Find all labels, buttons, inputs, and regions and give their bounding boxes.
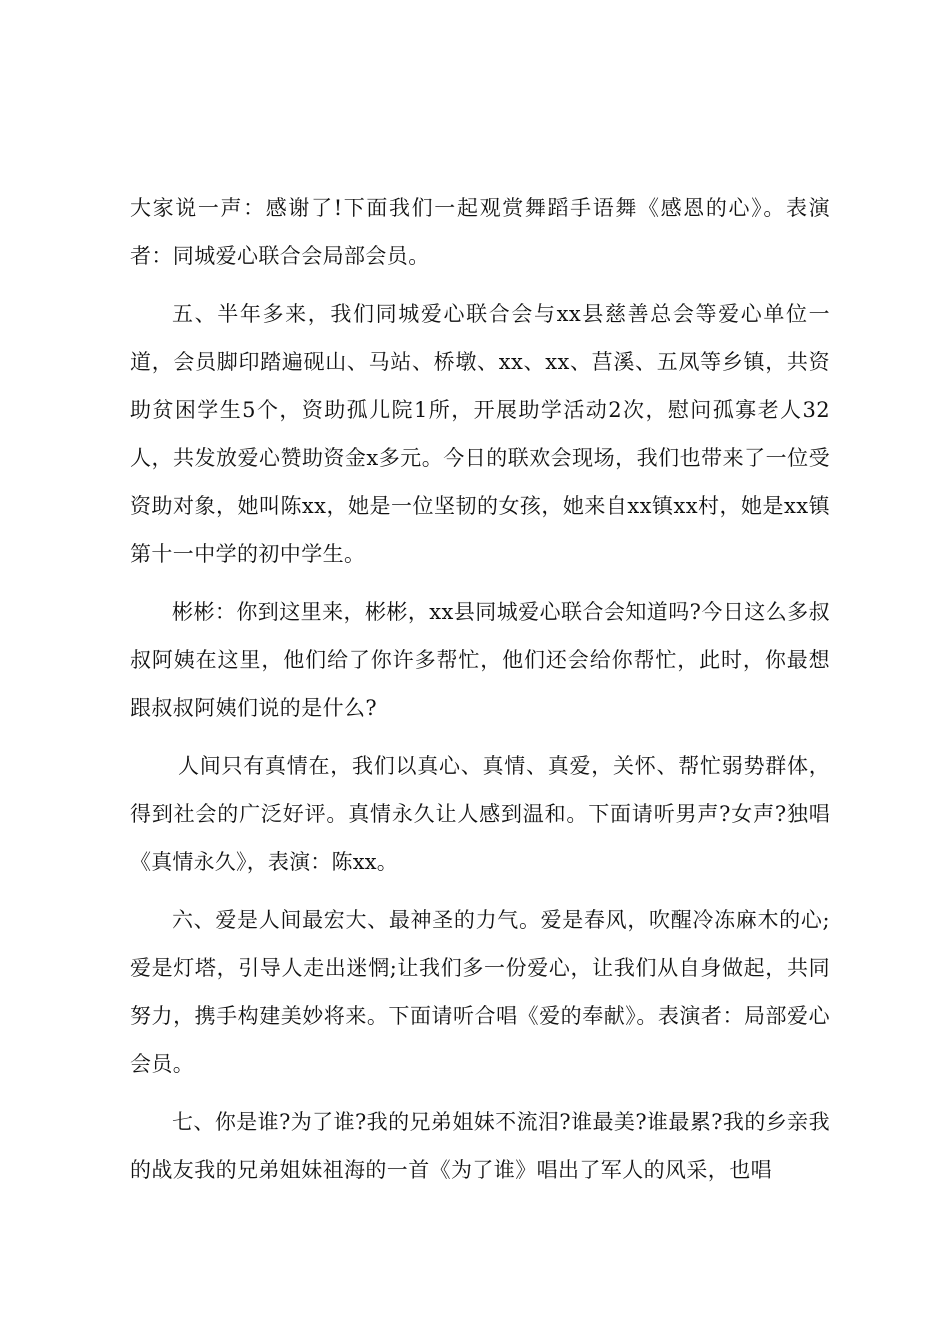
document-body (130, 184, 830, 1204)
paragraph-3: 彬彬：你到这里来，彬彬，xx县同城爱心联合会知道吗?今日这么多叔叔阿姨在这里，他们给了你许多帮忙，他们还会给你帮忙，此时，你最想跟叔叔阿姨们说的是什么? (130, 600, 830, 720)
paragraph-6: 七、你是谁?为了谁?我的兄弟姐妹不流泪?谁最美?谁最累?我的乡亲我的战友我的兄弟姐妹祖海的一首《为了谁》唱出了军人的风采，也唱 (130, 1110, 830, 1182)
paragraph-2: 五、半年多来，我们同城爱心联合会与xx县慈善总会等爱心单位一道，会员脚印踏遍砚山、马站、桥墩、xx、xx、莒溪、五凤等乡镇，共资助贫困学生5个，资助孤儿院1所，开展助学活动2次，慰问孤寡老人32人，共发放爱心赞助资金x多元。今日的联欢会现场，我们也带来了一位受资助对象，她叫陈xx，她是一位坚韧的女孩，她来自xx镇xx村，她是xx镇第十一中学的初中学生。 (130, 302, 830, 566)
paragraph-5: 六、爱是人间最宏大、最神圣的力气。爱是春风，吹醒冷冻麻木的心;爱是灯塔，引导人走出迷惘;让我们多一份爱心，让我们从自身做起，共同努力，携手构建美妙将来。下面请听合唱《爱的奉献》。表演者：局部爱心会员。 (130, 908, 830, 1076)
paragraph-1: 大家说一声：感谢了!下面我们一起观赏舞蹈手语舞《感恩的心》。表演者：同城爱心联合会局部会员。 (130, 196, 830, 268)
paragraph-4: 人间只有真情在，我们以真心、真情、真爱，关怀、帮忙弱势群体，得到社会的广泛好评。真情永久让人感到温和。下面请听男声?女声?独唱《真情永久》，表演：陈xx。 (130, 754, 830, 874)
